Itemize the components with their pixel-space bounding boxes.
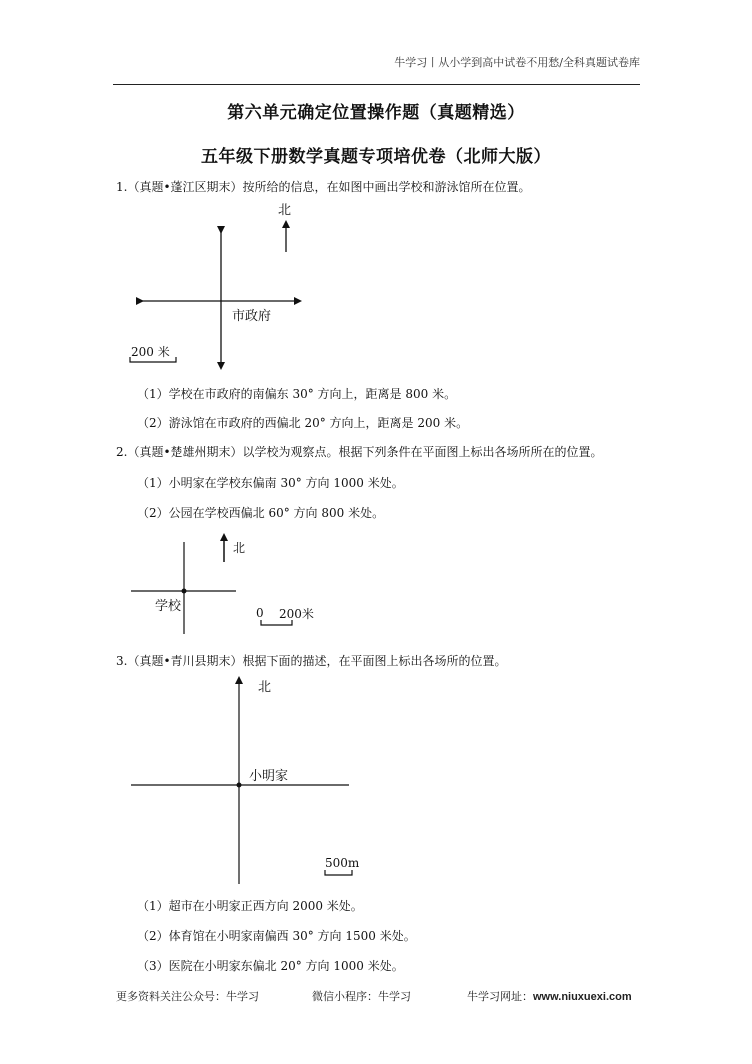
q1-scale-label: 200 米: [131, 345, 170, 359]
footer-right-label: 牛学习网址：: [467, 990, 533, 1003]
q3-sub1: （1）超市在小明家正西方向 2000 米处。: [137, 899, 363, 913]
q2-stem: 2.（真题•楚雄州期末）以学校为观察点。根据下列条件在平面图上标出各场所所在的位置。: [116, 445, 603, 459]
q2-north-label: 北: [233, 541, 246, 555]
footer-middle: 微信小程序：牛学习: [312, 990, 411, 1003]
q3-scale-label: 500m: [325, 856, 360, 870]
q2-center-label: 学校: [155, 599, 182, 614]
q3-stem: 3.（真题•青川县期末）根据下面的描述，在平面图上标出各场所的位置。: [116, 654, 507, 668]
q3-north-label: 北: [258, 680, 272, 695]
q3-sub2: （2）体育馆在小明家南偏西 30° 方向 1500 米处。: [137, 929, 416, 943]
q1-stem: 1.（真题•蓬江区期末）按所给的信息，在如图中画出学校和游泳馆所在位置。: [116, 180, 531, 194]
q1-north-label: 北: [278, 203, 292, 218]
page-subtitle: 五年级下册数学真题专项培优卷（北师大版）: [201, 147, 551, 167]
q3-center-label: 小明家: [249, 769, 289, 784]
q3-sub3: （3）医院在小明家东偏北 20° 方向 1000 米处。: [137, 959, 404, 973]
page-title: 第六单元确定位置操作题（真题精选）: [227, 103, 525, 123]
footer-right: [467, 988, 632, 1004]
q2-sub2: （2）公园在学校西偏北 60° 方向 800 米处。: [137, 506, 385, 520]
q1-center-label: 市政府: [232, 309, 272, 324]
q2-scale-zero: 0: [256, 606, 264, 620]
q2-scale-label: 200米: [279, 607, 314, 621]
q1-sub2: （2）游泳馆在市政府的西偏北 20° 方向上，距离是 200 米。: [137, 416, 469, 430]
header-tagline: 牛学习丨从小学到高中试卷不用愁/全科真题试卷库: [394, 56, 640, 69]
footer-left: 更多资料关注公众号：牛学习: [116, 990, 259, 1003]
q2-sub1: （1）小明家在学校东偏南 30° 方向 1000 米处。: [137, 476, 404, 490]
footer-url-link[interactable]: www.niuxuexi.com: [533, 991, 632, 1003]
q1-sub1: （1）学校在市政府的南偏东 30° 方向上，距离是 800 米。: [137, 387, 457, 401]
